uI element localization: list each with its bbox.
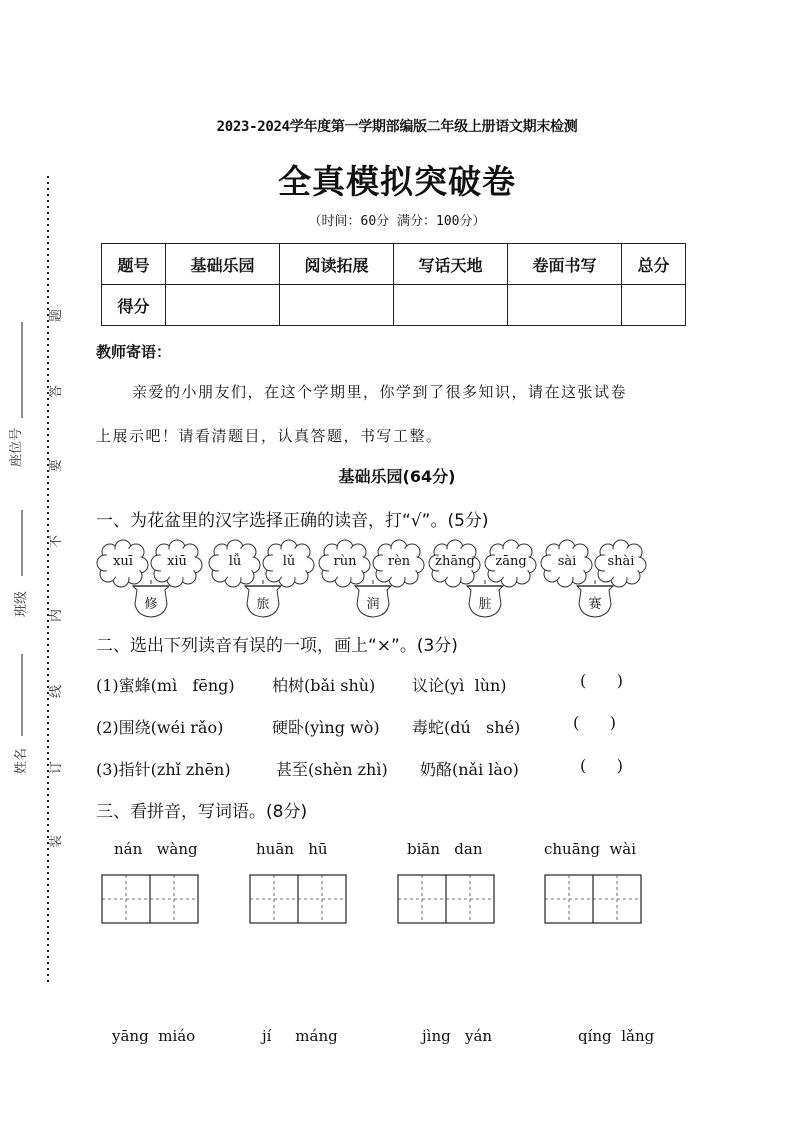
seal-char: 线 [49, 684, 65, 699]
pinyin-option[interactable]: zāng [495, 554, 527, 569]
exam-title: 全真模拟突破卷 [278, 162, 516, 201]
q2-item: (3)指针(zhǐ zhēn) [96, 760, 231, 779]
pinyin-option[interactable]: shài [607, 554, 635, 569]
writing-grid-box[interactable] [398, 875, 494, 923]
q2-item: 硬卧(yìng wò) [272, 718, 380, 737]
score-table-header: 写话天地 [394, 244, 508, 285]
pot-character: 润 [366, 597, 380, 612]
writing-grid-box[interactable] [545, 875, 641, 923]
score-table-header: 卷面书写 [508, 244, 622, 285]
pot-character: 赛 [588, 597, 602, 612]
pinyin-option[interactable]: xiū [167, 554, 187, 569]
q2-item: 议论(yì lùn) [412, 676, 507, 695]
pinyin-option[interactable]: sài [557, 554, 577, 569]
teacher-note-line2: 上展示吧！请看清题目，认真答题，书写工整。 [96, 427, 443, 445]
pinyin-prompt: jí máng [262, 1027, 338, 1045]
answer-blank[interactable]: ( ) [573, 713, 616, 732]
answer-blank[interactable]: ( ) [580, 671, 623, 690]
q2-item: (2)围绕(wéi rǎo) [96, 718, 224, 737]
pinyin-prompt: huān hū [256, 840, 328, 858]
pinyin-option[interactable]: lǔ [282, 554, 296, 569]
pinyin-prompt: qíng lǎng [578, 1027, 655, 1045]
seal-char: 订 [49, 760, 65, 775]
q2-item: 奶酪(nǎi lào) [420, 760, 519, 779]
pinyin-option[interactable]: zhāng [435, 554, 475, 569]
answer-blank[interactable]: ( ) [580, 756, 623, 775]
seal-char: 装 [49, 834, 65, 849]
pinyin-prompt: jìng yán [422, 1027, 493, 1045]
pot-character: 修 [144, 597, 158, 612]
section-title: 基础乐园(64分) [338, 467, 456, 486]
seal-char: 内 [49, 608, 65, 623]
teacher-note-line1: 亲爱的小朋友们，在这个学期里，你学到了很多知识，请在这张试卷 [132, 383, 628, 401]
question-3-title: 三、看拼音，写词语。(8分) [96, 802, 308, 822]
exam-subtitle: 2023-2024学年度第一学期部编版二年级上册语文期末检测 [216, 119, 578, 135]
q2-item: 毒蛇(dú shé) [412, 718, 521, 737]
teacher-note-label: 教师寄语： [96, 343, 172, 361]
question-1-title: 一、为花盆里的汉字选择正确的读音，打“√”。(5分) [96, 511, 489, 531]
writing-grid-box[interactable] [102, 875, 198, 923]
q2-item: 柏树(bǎi shù) [272, 676, 376, 695]
score-table-header: 阅读拓展 [280, 244, 394, 285]
time-info: （时间：60分 满分：100分） [308, 214, 486, 229]
question-2-title: 二、选出下列读音有误的一项，画上“×”。(3分) [96, 636, 458, 656]
pinyin-prompt: biān dan [407, 840, 483, 858]
writing-grid-box[interactable] [250, 875, 346, 923]
pinyin-option[interactable]: xuī [113, 554, 133, 569]
pinyin-prompt: yāng miáo [112, 1027, 196, 1045]
score-table-header: 总分 [622, 244, 686, 285]
score-table-header: 题号 [102, 244, 166, 285]
seal-char: 答 [49, 384, 65, 399]
q2-item: 甚至(shèn zhì) [276, 760, 388, 779]
pinyin-prompt: chuāng wài [544, 840, 637, 858]
pinyin-option[interactable]: rèn [387, 554, 411, 569]
pinyin-prompt: nán wàng [114, 840, 198, 858]
seal-char: 题 [49, 308, 65, 323]
seal-char: 不 [49, 534, 65, 549]
score-table-header: 基础乐园 [166, 244, 280, 285]
pot-character: 脏 [478, 597, 492, 612]
pinyin-option[interactable]: rùn [333, 554, 357, 569]
pinyin-option[interactable]: lǚ [228, 554, 242, 569]
seal-char: 要 [49, 458, 65, 473]
q2-item: (1)蜜蜂(mì fēng) [96, 676, 235, 695]
score-row-label: 得分 [102, 285, 166, 326]
binding-margin: 座位号 班级 姓名 题 答 要 不 内 线 订 装 [0, 0, 90, 1123]
pot-character: 旅 [256, 597, 270, 612]
